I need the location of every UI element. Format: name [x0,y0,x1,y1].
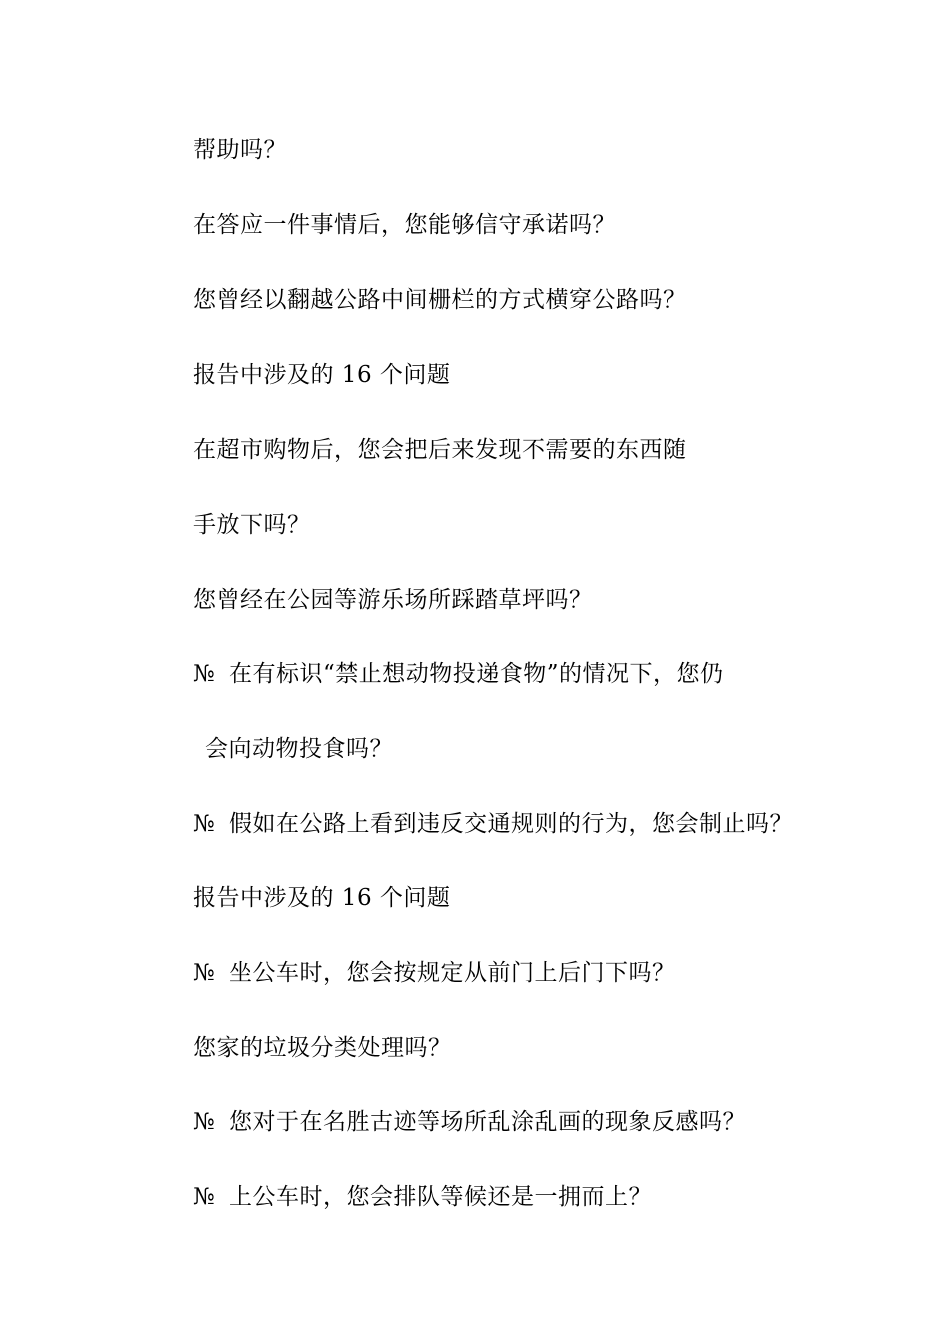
numero-marker: № [193,1109,216,1135]
line-text: 手放下吗？ [193,512,311,538]
line-text: 您家的垃圾分类处理吗？ [193,1035,452,1061]
text-line [193,1033,452,1063]
line-text: 在答应一件事情后，您能够信守承诺吗？ [193,212,616,238]
line-text: 在有标识“禁止想动物投递食物”的情况下，您仍 [229,661,724,687]
numero-marker: № [193,661,216,687]
section-heading [193,360,450,390]
numero-marker: № [193,1184,216,1210]
line-text: 会向动物投食吗？ [205,736,393,762]
numbered-item [193,1107,746,1137]
line-text: 假如在公路上看到违反交通规则的行为，您会制止吗？ [229,811,793,837]
numero-marker: № [193,960,216,986]
line-text: 报告中涉及的 16 个问题 [193,885,451,911]
line-text: 上公车时，您会排队等候还是一拥而上？ [229,1184,652,1210]
numbered-item [193,659,724,689]
numero-marker: № [193,811,216,837]
line-text: 帮助吗？ [193,137,287,163]
text-line [193,210,616,240]
line-text: 报告中涉及的 16 个问题 [193,362,451,388]
line-text: 您对于在名胜古迹等场所乱涂乱画的现象反感吗？ [229,1109,746,1135]
line-text: 坐公车时，您会按规定从前门上后门下吗？ [229,960,676,986]
line-text: 您曾经在公园等游乐场所踩踏草坪吗？ [193,587,593,613]
text-line [193,510,311,540]
line-text: 在超市购物后，您会把后来发现不需要的东西随 [193,437,687,463]
text-line-continuation [193,734,393,764]
text-line [193,135,287,165]
numbered-item [193,958,676,988]
numbered-item [193,1182,652,1212]
line-text: 您曾经以翻越公路中间栅栏的方式横穿公路吗？ [193,287,687,313]
text-line [193,585,593,615]
text-line [193,285,687,315]
text-line [193,435,687,465]
numbered-item [193,809,793,839]
section-heading [193,883,450,913]
